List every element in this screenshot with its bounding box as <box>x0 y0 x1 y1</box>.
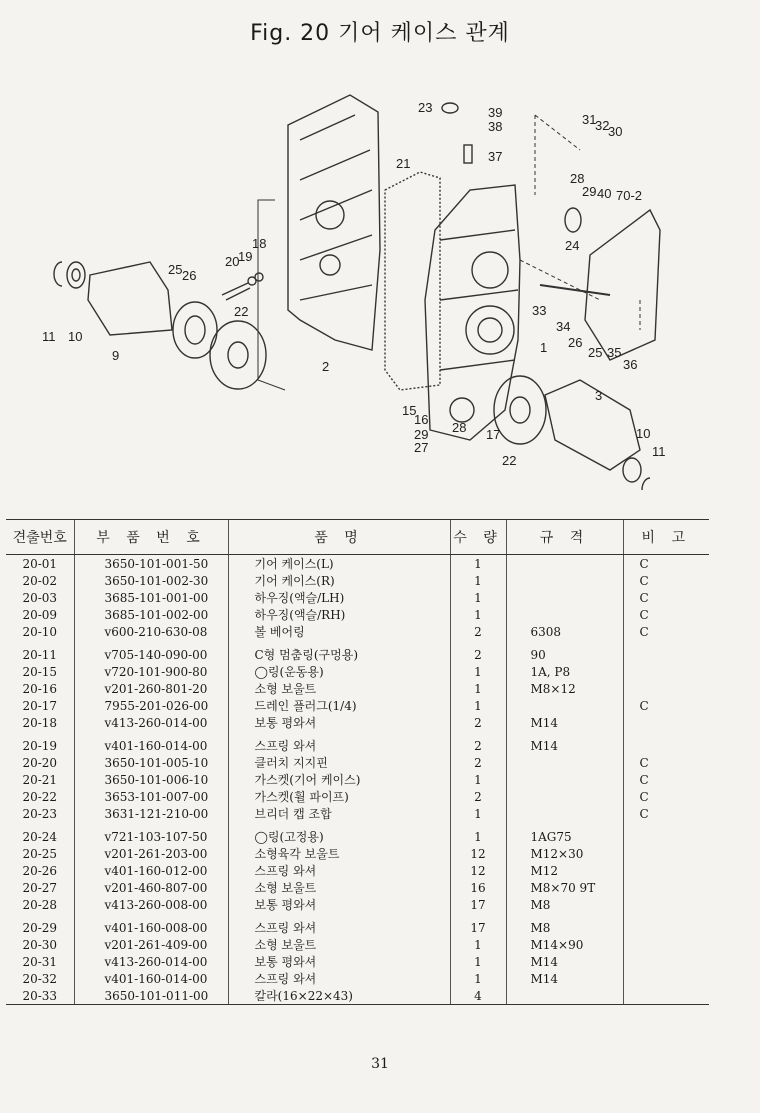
row-ref: 20-23 <box>22 806 58 821</box>
callout-22b: 22 <box>502 453 517 468</box>
callout-22: 22 <box>234 304 249 319</box>
table-row <box>6 788 709 805</box>
callout-10: 10 <box>68 329 83 344</box>
row-ref: 20-09 <box>22 607 58 622</box>
row-spec: M12×30 <box>506 845 623 862</box>
row-quantity: 1 <box>450 606 506 623</box>
row-ref: 20-22 <box>22 789 58 804</box>
row-quantity: 1 <box>450 771 506 788</box>
row-ref: 20-19 <box>22 738 58 753</box>
row-quantity: 1 <box>450 555 506 573</box>
row-part-name: 가스켓(기어 케이스) <box>228 771 450 788</box>
row-quantity: 1 <box>450 822 506 845</box>
row-ref: 20-32 <box>22 971 58 986</box>
table-row <box>6 663 709 680</box>
row-part-number: 3685-101-001-00 <box>74 589 228 606</box>
row-quantity: 17 <box>450 896 506 913</box>
table-row <box>6 606 709 623</box>
row-ref: 20-30 <box>22 937 58 952</box>
row-quantity: 1 <box>450 663 506 680</box>
row-ref: 20-28 <box>22 897 58 912</box>
table-row <box>6 555 709 573</box>
table-row <box>6 862 709 879</box>
table-row <box>6 623 709 640</box>
row-spec: 90 <box>506 640 623 663</box>
row-ref: 20-29 <box>22 920 58 935</box>
row-part-name: 스프링 와셔 <box>228 731 450 754</box>
row-ref: 20-24 <box>22 829 58 844</box>
row-part-number: v721-103-107-50 <box>74 822 228 845</box>
row-ref: 20-17 <box>22 698 58 713</box>
row-part-name: C형 멈춤링(구멍용) <box>228 640 450 663</box>
row-spec <box>506 555 623 573</box>
parts-table <box>6 519 709 1005</box>
row-note: C <box>623 589 709 606</box>
page-number: 31 <box>371 1056 389 1072</box>
row-spec: M8 <box>506 896 623 913</box>
row-part-name: 소형육각 보울트 <box>228 845 450 862</box>
callout-9: 9 <box>112 348 120 363</box>
row-ref: 20-31 <box>22 954 58 969</box>
table-header-row <box>6 520 709 555</box>
table-row <box>6 731 709 754</box>
row-quantity: 4 <box>450 987 506 1005</box>
row-part-number: v401-160-014-00 <box>74 970 228 987</box>
callout-20: 20 <box>225 254 240 269</box>
table-row <box>6 913 709 936</box>
row-quantity: 1 <box>450 953 506 970</box>
axle-housing-left <box>88 262 172 335</box>
row-part-number: v201-460-807-00 <box>74 879 228 896</box>
row-note: C <box>623 697 709 714</box>
callout-23: 23 <box>418 100 433 115</box>
row-part-name: 보통 평와셔 <box>228 953 450 970</box>
callout-11b: 11 <box>652 444 666 459</box>
row-part-number: 7955-201-026-00 <box>74 697 228 714</box>
row-quantity: 1 <box>450 697 506 714</box>
row-note <box>623 663 709 680</box>
header-part-name: 품 명 <box>228 520 450 555</box>
row-part-name: 스프링 와셔 <box>228 913 450 936</box>
row-ref: 20-33 <box>6 987 74 1005</box>
row-part-name: ◯링(고정용) <box>228 822 450 845</box>
row-spec <box>506 606 623 623</box>
row-quantity: 1 <box>450 805 506 822</box>
callout-31: 31 <box>582 112 597 127</box>
row-spec: 6308 <box>506 623 623 640</box>
row-part-number: 3631-121-210-00 <box>74 805 228 822</box>
row-quantity: 16 <box>450 879 506 896</box>
row-spec: M14 <box>506 953 623 970</box>
row-spec: M12 <box>506 862 623 879</box>
row-part-number: v201-261-409-00 <box>74 936 228 953</box>
table-row <box>6 805 709 822</box>
row-note <box>623 970 709 987</box>
row-spec: M8×12 <box>506 680 623 697</box>
table-row <box>6 714 709 731</box>
callout-39: 39 <box>488 105 503 120</box>
table-row <box>6 936 709 953</box>
table-row <box>6 822 709 845</box>
header-spec: 규 격 <box>506 520 623 555</box>
axle-housing-right <box>545 380 640 470</box>
row-quantity: 2 <box>450 731 506 754</box>
row-part-name: 소형 보울트 <box>228 936 450 953</box>
row-part-name: 보통 평와셔 <box>228 714 450 731</box>
table-row <box>6 953 709 970</box>
row-note <box>623 987 709 1005</box>
table-row <box>6 879 709 896</box>
row-part-number: v705-140-090-00 <box>74 640 228 663</box>
row-spec: 1AG75 <box>506 822 623 845</box>
row-note <box>623 879 709 896</box>
callout-36: 36 <box>623 357 638 372</box>
row-part-number: 3650-101-011-00 <box>74 987 228 1005</box>
row-ref: 20-01 <box>22 556 58 571</box>
row-part-name: 하우징(액슬/RH) <box>228 606 450 623</box>
row-part-name: 보통 평와셔 <box>228 896 450 913</box>
row-quantity: 1 <box>450 970 506 987</box>
row-part-name: 하우징(액슬/LH) <box>228 589 450 606</box>
callout-10b: 10 <box>636 426 651 441</box>
table-row <box>6 987 709 1005</box>
row-part-name: 볼 베어링 <box>228 623 450 640</box>
row-note <box>623 731 709 754</box>
row-part-number: v401-160-014-00 <box>74 731 228 754</box>
table-row <box>6 640 709 663</box>
row-part-name: 기어 케이스(L) <box>228 555 450 573</box>
exploded-parts-diagram <box>0 80 760 490</box>
row-spec: M14×90 <box>506 936 623 953</box>
row-spec <box>506 987 623 1005</box>
row-spec <box>506 697 623 714</box>
gasket-21 <box>385 172 440 390</box>
row-quantity: 2 <box>450 788 506 805</box>
row-part-name: 클러치 지지핀 <box>228 754 450 771</box>
row-part-number: v413-260-014-00 <box>74 714 228 731</box>
row-part-number: v201-261-203-00 <box>74 845 228 862</box>
row-spec: M14 <box>506 731 623 754</box>
table-row <box>6 697 709 714</box>
callout-21: 21 <box>396 156 411 171</box>
row-quantity: 1 <box>450 589 506 606</box>
row-part-number: v720-101-900-80 <box>74 663 228 680</box>
row-part-name: 브리더 캡 조합 <box>228 805 450 822</box>
callout-1: 1 <box>540 340 548 355</box>
row-ref: 20-11 <box>22 647 58 662</box>
callout-26b: 26 <box>568 335 583 350</box>
row-spec: 1A, P8 <box>506 663 623 680</box>
row-note <box>623 822 709 845</box>
row-spec: M14 <box>506 714 623 731</box>
callout-11: 11 <box>42 329 56 344</box>
row-ref: 20-10 <box>22 624 58 639</box>
row-part-name: 소형 보울트 <box>228 680 450 697</box>
row-part-number: v201-260-801-20 <box>74 680 228 697</box>
row-ref: 20-02 <box>22 573 58 588</box>
callout-28: 28 <box>570 171 585 186</box>
row-note: C <box>623 572 709 589</box>
row-ref: 20-27 <box>22 880 58 895</box>
row-part-number: 3685-101-002-00 <box>74 606 228 623</box>
row-note <box>623 680 709 697</box>
row-quantity: 17 <box>450 913 506 936</box>
callout-25b: 25 <box>588 345 603 360</box>
row-part-name: 칼라(16×22×43) <box>228 987 450 1005</box>
row-part-number: v401-160-012-00 <box>74 862 228 879</box>
row-part-number: 3650-101-006-10 <box>74 771 228 788</box>
table-row <box>6 896 709 913</box>
row-part-name: 가스켓(휠 파이프) <box>228 788 450 805</box>
row-note <box>623 953 709 970</box>
row-ref: 20-20 <box>22 755 58 770</box>
callout-40: 40 <box>597 186 612 201</box>
callout-27: 27 <box>414 440 429 455</box>
row-ref: 20-26 <box>22 863 58 878</box>
row-quantity: 1 <box>450 680 506 697</box>
row-quantity: 2 <box>450 714 506 731</box>
row-part-number: v600-210-630-08 <box>74 623 228 640</box>
callout-35: 35 <box>607 345 622 360</box>
row-ref: 20-15 <box>22 664 58 679</box>
row-spec <box>506 589 623 606</box>
header-ref: 견출번호 <box>6 520 74 555</box>
row-note <box>623 640 709 663</box>
page-title: Fig. 20 기어 케이스 관계 <box>250 21 510 46</box>
callout-29b: 29 <box>414 427 429 442</box>
row-note <box>623 862 709 879</box>
row-part-number: 3653-101-007-00 <box>74 788 228 805</box>
row-ref: 20-18 <box>22 715 58 730</box>
table-row <box>6 572 709 589</box>
row-ref: 20-16 <box>22 681 58 696</box>
table-row <box>6 680 709 697</box>
row-ref: 20-25 <box>22 846 58 861</box>
row-spec: M14 <box>506 970 623 987</box>
row-quantity: 2 <box>450 623 506 640</box>
row-part-name: ◯링(운동용) <box>228 663 450 680</box>
row-part-name: 드레인 플러그(1/4) <box>228 697 450 714</box>
row-part-name: 소형 보울트 <box>228 879 450 896</box>
callout-30: 30 <box>608 124 623 139</box>
callout-37: 37 <box>488 149 503 164</box>
callout-18: 18 <box>252 236 267 251</box>
row-note: C <box>623 606 709 623</box>
row-quantity: 2 <box>450 640 506 663</box>
callout-2: 2 <box>322 359 330 374</box>
callout-32: 32 <box>595 118 610 133</box>
row-note <box>623 936 709 953</box>
row-part-name: 스프링 와셔 <box>228 970 450 987</box>
row-note <box>623 896 709 913</box>
callout-28b: 28 <box>452 420 467 435</box>
row-spec <box>506 771 623 788</box>
row-spec: M8 <box>506 913 623 936</box>
row-spec <box>506 754 623 771</box>
row-ref: 20-21 <box>22 772 58 787</box>
row-note <box>623 845 709 862</box>
gear-case-left <box>288 95 380 350</box>
row-note: C <box>623 754 709 771</box>
row-note: C <box>623 805 709 822</box>
row-part-name: 기어 케이스(R) <box>228 572 450 589</box>
row-part-name: 스프링 와셔 <box>228 862 450 879</box>
callout-16: 16 <box>414 412 429 427</box>
row-note <box>623 714 709 731</box>
header-part-number: 부 품 번 호 <box>74 520 228 555</box>
table-row <box>6 970 709 987</box>
row-quantity: 12 <box>450 845 506 862</box>
row-note: C <box>623 771 709 788</box>
callout-17: 17 <box>486 427 501 442</box>
table-row <box>6 589 709 606</box>
row-spec <box>506 805 623 822</box>
callout-34: 34 <box>556 319 571 334</box>
row-quantity: 12 <box>450 862 506 879</box>
row-spec <box>506 788 623 805</box>
row-note: C <box>623 623 709 640</box>
row-quantity: 2 <box>450 754 506 771</box>
row-spec: M8×70 9T <box>506 879 623 896</box>
row-part-number: v413-260-008-00 <box>74 896 228 913</box>
row-part-number: 3650-101-005-10 <box>74 754 228 771</box>
header-quantity: 수 량 <box>450 520 506 555</box>
row-part-number: 3650-101-002-30 <box>74 572 228 589</box>
callout-19: 19 <box>238 249 253 264</box>
row-spec <box>506 572 623 589</box>
callout-33: 33 <box>532 303 547 318</box>
callout-38: 38 <box>488 119 503 134</box>
callout-70-2: 70-2 <box>616 188 643 203</box>
callout-29: 29 <box>582 184 597 199</box>
table-row <box>6 771 709 788</box>
table-row <box>6 845 709 862</box>
callout-26: 26 <box>182 268 197 283</box>
row-note: C <box>623 555 709 573</box>
callout-25: 25 <box>168 262 183 277</box>
callout-3: 3 <box>595 388 603 403</box>
row-note <box>623 913 709 936</box>
callout-15: 15 <box>402 403 417 418</box>
row-ref: 20-03 <box>22 590 58 605</box>
table-row <box>6 754 709 771</box>
row-part-number: v413-260-014-00 <box>74 953 228 970</box>
row-note: C <box>623 788 709 805</box>
row-quantity: 1 <box>450 572 506 589</box>
header-note: 비 고 <box>623 520 709 555</box>
callout-24: 24 <box>565 238 580 253</box>
row-part-number: 3650-101-001-50 <box>74 555 228 573</box>
row-part-number: v401-160-008-00 <box>74 913 228 936</box>
row-quantity: 1 <box>450 936 506 953</box>
